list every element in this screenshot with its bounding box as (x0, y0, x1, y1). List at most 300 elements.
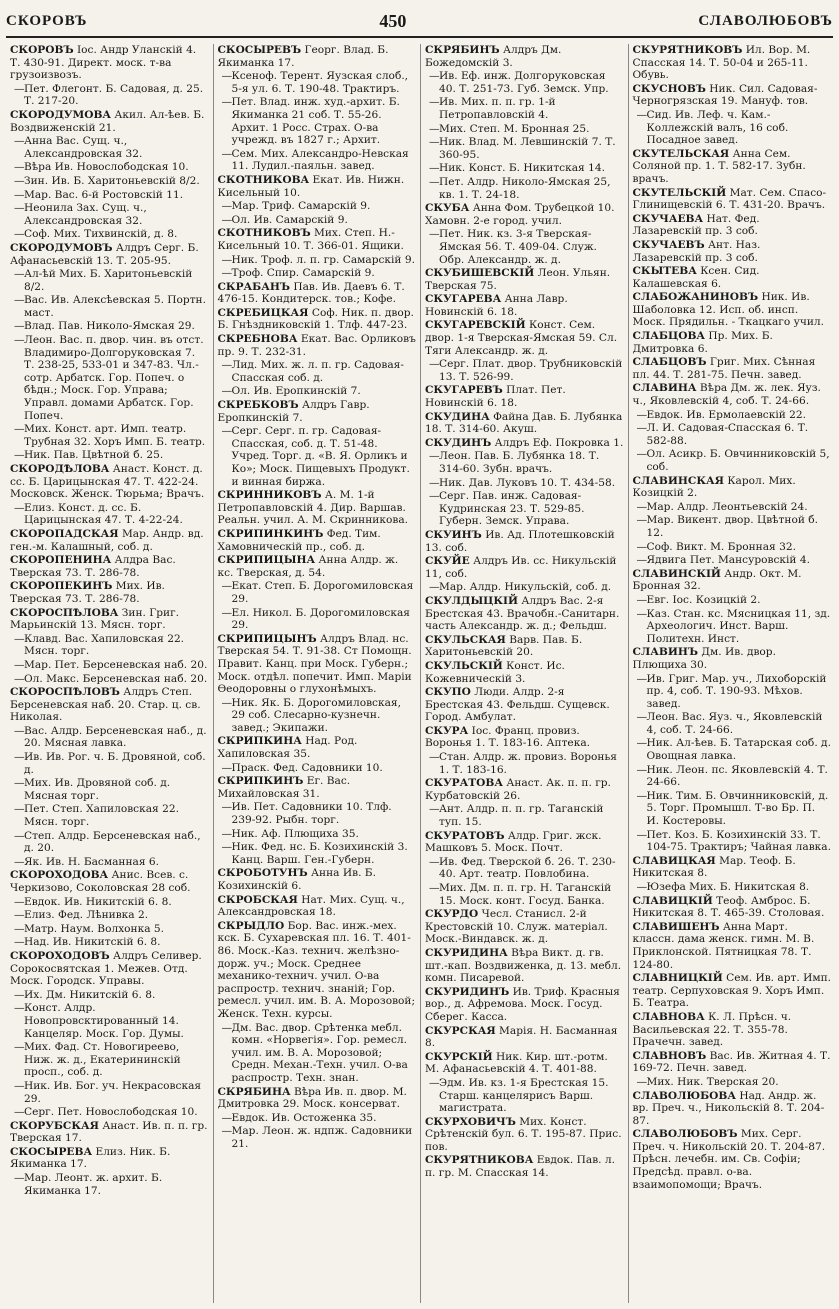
entry-details: Андр. Окт. М. Бронная 32. (632, 567, 802, 593)
dash-mark: — (636, 711, 648, 724)
entry-surname: СКРЕБКОВЪ (217, 399, 299, 412)
directory-subentry (10, 856, 209, 869)
entry-details: Анна Алдр. ж. кс. Тверская, д. 54. (217, 554, 399, 579)
directory-entry (425, 529, 624, 554)
subentry-details: Клавд. Вас. Хапиловская 22. Мясн. торг. (24, 632, 185, 658)
dash-mark: — (14, 228, 25, 241)
entry-surname: СКУРХОВИЧЪ (425, 1115, 516, 1128)
subentry-details: Пет. Алдр. Николо-Ямская 25, кв. 1. Т. 24-18. (439, 175, 611, 201)
entry-surname: СЛАВНОВЪ (632, 1049, 707, 1062)
directory-subentry (10, 725, 209, 750)
subentry-details: Леон. Вас. п. двор. чин. въ отст. Владимиро-Долгоруковская 7. Т. 238-25, 533-01 и 347-83. Чл.-сотр. Арбатск. Гор. Попеч. о бѣдн.; Моск. Гор. Управа; Управл. домами Арбатск. Гор. Попеч. (24, 334, 204, 422)
entry-details: Ксен. Сид. Калашевская 6. (632, 265, 760, 290)
directory-entry (218, 775, 417, 800)
directory-subentry (425, 162, 624, 175)
dash-mark: — (636, 422, 648, 435)
entry-details: Екат. Вас. Орликовъ пр. 9. Т. 232-31. (217, 333, 416, 358)
dash-mark: — (636, 108, 648, 121)
directory-entry (425, 777, 624, 802)
directory-subentry (425, 751, 624, 776)
entry-details: Елиз. Ник. Б. Якиманка 17. (10, 1145, 171, 1171)
directory-entry (10, 580, 209, 605)
directory-subentry (10, 803, 209, 828)
subentry-details: Зин. Ив. Б. Харитоньевскій 8/2. (24, 174, 200, 187)
entry-surname: СЛАВИШЕНЪ (632, 920, 720, 933)
entry-details: Вѣра Ив. п. двор. М. Дмитровка 29. Моск. консерват. (217, 1085, 407, 1111)
entry-surname: СКОТНИКОВА (217, 173, 310, 186)
entry-surname: СКУРЯТНИКОВА (425, 1154, 534, 1167)
directory-subentry (633, 501, 832, 514)
subentry-details: Леон. Вас. Яуз. ч., Яковлевскій 4, соб. Т. 24-66. (646, 711, 823, 736)
directory-entry (633, 44, 832, 82)
dash-mark: — (221, 761, 233, 774)
directory-subentry (425, 136, 624, 161)
entry-surname: СКУРАТОВЪ (425, 829, 505, 842)
directory-subentry (633, 881, 832, 894)
entry-surname: СКОРОВЪ (10, 44, 74, 56)
dash-mark: — (221, 580, 233, 593)
entry-details: Анна Март. классн. дама женск. гимн. М. В. Приклонской. Пятницкая 78. Т. 124-80. (632, 920, 815, 971)
dash-mark: — (221, 606, 233, 619)
entry-details: Вѣра Дм. ж. лек. Яуз. ч., Яковлевскій 4, соб. Т. 24-66. (632, 382, 821, 408)
dash-mark: — (14, 188, 25, 201)
entry-surname: СЛАВИНСКАЯ (632, 474, 724, 487)
directory-subentry (10, 268, 209, 293)
entry-surname: СКЫТЕВА (632, 265, 697, 278)
directory-entry (633, 568, 832, 593)
subentry-details: Вас. Ив. Алексѣевская 5. Портн. маст. (24, 294, 206, 319)
directory-subentry (425, 123, 624, 136)
directory-entry (633, 475, 832, 500)
directory-subentry (218, 762, 417, 775)
subentry-details: Сем. Мих. Александро-Невская 11. Лудил.-паяльн. завед. (231, 147, 409, 173)
subentry-details: Ел. Никол. Б. Дорогомиловская 29. (231, 606, 410, 632)
directory-entry (425, 830, 624, 855)
entry-surname: СЛАВИЦКІЙ (632, 894, 713, 907)
dash-mark: — (14, 161, 25, 174)
entry-details: Фед. Тим. Хамовническій пр., соб. д. (217, 527, 381, 553)
dash-mark: — (14, 855, 25, 868)
directory-subentry (425, 1077, 624, 1115)
entry-details: Мих. Серг. Преч. ч. Никольскій 20. Т. 204-87. Прѣсн. лечебн. им. Св. Софіи; Предсѣд. правл. о-ва. взаимопомощи; Врачъ. (632, 1128, 826, 1191)
column-2 (213, 44, 421, 1303)
directory-entry (633, 855, 832, 880)
entry-details: Теоф. Амброс. Б. Никитская 8. Т. 465-39. Столовая. (632, 894, 825, 920)
directory-subentry (10, 320, 209, 333)
dash-mark: — (429, 70, 440, 83)
entry-surname: СКУДИНЪ (425, 436, 492, 449)
entry-details: Чесл. Станисл. 2-й Крестовскій 10. Служ. матеріал. Моск.-Виндавск. ж. д. (425, 908, 608, 946)
directory-entry (218, 894, 417, 919)
entry-details: Ив. Ад. Плотешковскій 13. соб. (425, 528, 615, 554)
entry-surname: СКУСНОВЪ (632, 82, 706, 95)
directory-entry (633, 1090, 832, 1128)
dash-mark: — (429, 751, 440, 764)
entry-details: Марія. Н. Басманная 8. (425, 1024, 618, 1050)
entry-details: Мар. Андр. вд. ген.-м. Калашный, соб. д. (10, 527, 204, 553)
subentry-details: Мих. Ив. Дровяной соб. д. Мясная торг. (24, 777, 171, 802)
entry-surname: СКОРОДУМОВА (10, 108, 112, 121)
subentry-details: Ол. Макс. Берсеневская наб. 20. (24, 672, 208, 685)
subentry-details: Ник. Дав. Луковъ 10. Т. 434-58. (439, 476, 616, 489)
subentry-details: Троф. Спир. Самарскій 9. (231, 267, 375, 280)
directory-entry (633, 148, 832, 186)
directory-entry (425, 1154, 624, 1179)
dash-mark: — (14, 936, 25, 949)
subentry-details: Ник. Тим. Б. Овчинниковскій, д. 5. Торг. Промышл. Т-во Бр. П. И. Костеровы. (646, 789, 829, 828)
directory-subentry (633, 422, 832, 447)
dash-mark: — (429, 855, 440, 868)
dash-mark: — (429, 96, 440, 109)
dash-mark: — (14, 135, 25, 148)
subentry-details: Ол. Ив. Самарскій 9. (231, 213, 348, 226)
directory-subentry (633, 673, 832, 711)
directory-subentry (633, 554, 832, 567)
directory-subentry (10, 423, 209, 448)
entry-details: Нат. Фед. Лазаревскій пр. 3 соб. (632, 212, 760, 238)
entry-surname: СЛАБЦОВЪ (632, 356, 707, 369)
subentry-details: Пет. Степ. Хапиловская 22. Мясн. торг. (24, 803, 179, 829)
directory-entry (633, 239, 832, 264)
directory-subentry (10, 830, 209, 855)
directory-subentry (218, 148, 417, 173)
dash-mark: — (429, 450, 440, 463)
directory-subentry (218, 200, 417, 213)
entry-surname: СКРЯБИНА (217, 1085, 291, 1098)
directory-subentry (633, 448, 832, 473)
entry-details: Ив. Триф. Красныя вор., д. Афремова. Моск. Госуд. Сберег. Касса. (425, 985, 620, 1023)
entry-details: Георг. Влад. Б. Якиманка 17. (217, 44, 389, 69)
entry-surname: СКОРОПЕНИНА (10, 554, 112, 567)
entry-details: Сем. Ив. арт. Имп. театр. Серпуховская 9. Хоръ Имп. Б. Театра. (632, 972, 832, 1010)
dash-mark: — (14, 174, 25, 187)
directory-entry (10, 950, 209, 988)
dash-mark: — (14, 82, 25, 95)
dash-mark: — (429, 228, 440, 241)
entry-surname: СКУРАТОВА (425, 777, 503, 790)
dash-mark: — (636, 408, 648, 421)
directory-entry (425, 908, 624, 946)
directory-subentry (425, 228, 624, 266)
directory-subentry (633, 541, 832, 554)
subentry-details: Елиз. Фед. Лѣнивка 2. (24, 909, 149, 922)
directory-entry (218, 174, 417, 199)
subentry-details: Ник. Конст. Б. Никитская 14. (439, 162, 605, 175)
directory-entry (10, 686, 209, 724)
entry-details: Файна Дав. Б. Лубянка 18. Т. 314-60. Акуш. (425, 410, 623, 436)
directory-entry (425, 725, 624, 750)
subentry-details: Неонила Зах. Сущ. ч., Александровская 32. (24, 202, 147, 227)
directory-subentry (218, 1022, 417, 1085)
directory-subentry (218, 801, 417, 826)
subentry-details: Мар. Вас. 6-й Ростовскій 11. (24, 188, 184, 201)
entry-details: Мар. Теоф. Б. Никитская 8. (632, 854, 796, 880)
subentry-details: Мар. Викент. двор. Цвѣтной б. 12. (646, 514, 819, 539)
entry-surname: СЛАВОЛЮБОВЪ (632, 1128, 738, 1141)
directory-entry (425, 555, 624, 580)
subentry-details: Серг. Пав. инж. Садовая-Кудринская 23. Т. 529-85. Губерн. Земск. Управа. (439, 490, 585, 528)
entry-details: Алдра Вас. Тверская 73. Т. 286-78. (10, 554, 176, 579)
dash-mark: — (14, 1172, 25, 1185)
directory-subentry (218, 580, 417, 605)
directory-entry (218, 554, 417, 579)
entry-details: Анна Сем. Соляной пр. 1. Т. 582-17. Зубн. врачъ. (632, 147, 806, 185)
subentry-details: Ив. Григ. Мар. уч., Лихоборскій пр. 4, соб. Т. 190-93. Мѣхов. завед. (646, 672, 827, 710)
page-header (6, 6, 833, 38)
directory-entry (425, 202, 624, 227)
entry-surname: СКУЛЬСКАЯ (425, 633, 506, 646)
subentry-details: Их. Дм. Никитскій 6. 8. (24, 988, 156, 1001)
directory-subentry (10, 751, 209, 776)
directory-subentry (218, 1112, 417, 1125)
entry-details: Зин. Григ. Марьинскій 13. Мясн. торг. (10, 606, 180, 632)
subentry-details: Ал-ѣй Мих. Б. Харитоньевскій 8/2. (24, 268, 193, 293)
directory-entry (425, 293, 624, 318)
subentry-details: Мар. Алдр. Леонтьевскій 24. (646, 500, 808, 513)
directory-subentry (633, 737, 832, 762)
subentry-details: Праск. Фед. Садовники 10. (231, 761, 383, 774)
subentry-details: Каз. Стан. кс. Мясницкая 11, зд. Археологич. Инст. Варш. Политехн. Инст. (646, 607, 831, 645)
subentry-details: Мар. Леон. ж. ндпж. Садовники 21. (231, 1125, 413, 1150)
directory-subentry (633, 790, 832, 828)
entry-surname: СКУРСКАЯ (425, 1024, 496, 1037)
subentry-details: Серг. Серг. п. гр. Садовая-Спасская, соб. д. Т. 51-48. Учред. Торг. д. «В. Я. Орликъ и Ко»; Моск. Пищевыхъ Продукт. и винная биржа. (231, 425, 410, 488)
entry-details: Мих. Конст. Срѣтенскій бул. 6. Т. 195-87. Прис. пов. (425, 1115, 622, 1153)
entry-details: Алдръ Влад. нс. Тверская 54. Т. 91-38. Ст Помощн. Правит. Канц. при Моск. Губерн.; Моск. отдѣл. попечит. Имп. Маріи Ѳеодоровны о глухонѣмыхъ. (217, 632, 412, 696)
dash-mark: — (636, 881, 648, 893)
directory-subentry (425, 176, 624, 201)
subentry-details: Ксеноф. Терент. Яузская слоб., 5-я ул. 6. Т. 190-48. Трактиръ. (231, 70, 409, 95)
entry-details: Анаст. Конст. д. сс. Б. Царицынская 47. Т. 422-24. Московск. Женск. Тюрьма; Врачъ. (10, 463, 205, 501)
entry-surname: СКУПО (425, 686, 471, 699)
directory-entry (633, 895, 832, 920)
dash-mark: — (14, 320, 25, 333)
directory-subentry (10, 294, 209, 319)
subentry-details: Ив. Еф. инж. Долгоруковская 40. Т. 251-73. Губ. Земск. Упр. (439, 70, 609, 95)
directory-subentry (10, 633, 209, 658)
entry-details: Леон. Ульян. Тверская 75. (425, 267, 611, 292)
entry-details: Алдръ Селивер. Сорокосвятская 1. Межев. Отд. Моск. Городск. Управы. (10, 949, 202, 988)
dash-mark: — (429, 476, 440, 489)
dash-mark: — (429, 162, 440, 175)
directory-entry (633, 921, 832, 971)
subentry-details: Степ. Алдр. Берсеневская наб., д. 20. (24, 829, 201, 855)
dash-mark: — (221, 1021, 233, 1034)
subentry-details: Ник. Аф. Плющиха 35. (231, 827, 359, 840)
dash-mark: — (429, 490, 440, 503)
entry-surname: СКОРОСПѢЛОВА (10, 606, 119, 619)
entry-surname: СКУЙЕ (425, 555, 470, 568)
directory-subentry (10, 161, 209, 174)
subentry-details: Пет. Ник. кз. 3-я Тверская-Ямская 56. Т. 409-04. Служ. Обр. Александр. ж. д. (439, 228, 597, 266)
entry-surname: СЛАВИЦКАЯ (632, 854, 716, 867)
entry-surname: СЛАБЦОВА (632, 330, 706, 343)
directory-subentry (10, 135, 209, 160)
subentry-details: Мих. Ник. Тверская 20. (646, 1075, 779, 1088)
dash-mark: — (429, 803, 440, 816)
dash-mark: — (429, 122, 440, 135)
entry-details: Анна Фом. Трубецкой 10. Хамовн. 2-е город. учил. (425, 202, 615, 227)
dash-mark: — (14, 803, 25, 816)
directory-subentry (218, 1125, 417, 1150)
directory-subentry (10, 909, 209, 922)
subentry-details: Мар. Алдр. Никульскій, соб. д. (439, 581, 612, 594)
entry-surname: СКОСЫРЕВА (10, 1145, 93, 1158)
entry-details: Карол. Мих. Козицкій 2. (632, 474, 796, 500)
subentry-details: Елиз. Конст. д. сс. Б. Царицынская 47. Т. 4-22-24. (24, 501, 183, 527)
directory-entry (633, 972, 832, 1010)
entry-surname: СКОРОДУМОВЪ (10, 241, 113, 254)
dash-mark: — (636, 607, 648, 620)
entry-surname: СКУЛЬСКІЙ (425, 659, 503, 672)
subentry-details: Юзефа Мих. Б. Никитская 8. (646, 881, 810, 893)
directory-entry (425, 947, 624, 985)
directory-subentry (425, 70, 624, 95)
directory-entry (218, 281, 417, 306)
entry-surname: СКРОБСКАЯ (217, 893, 298, 906)
directory-subentry (10, 923, 209, 936)
subentry-details: Мих. Степ. М. Бронная 25. (439, 122, 590, 135)
entry-details: Ант. Наз. Лазаревскій пр. 3 соб. (632, 238, 761, 264)
directory-subentry (10, 896, 209, 909)
directory-subentry (10, 777, 209, 802)
subentry-details: Ник. Влад. М. Левшинскій 7. Т. 360-95. (439, 136, 616, 161)
entry-details: Ник. Кир. шт.-ротм. М. Афанасьевскій 4. Т. 401-88. (425, 1050, 608, 1076)
entry-details: Пр. Мих. Б. Дмитровка 6. (632, 330, 773, 355)
dash-mark: — (14, 449, 25, 462)
directory-subentry (425, 96, 624, 121)
directory-subentry (10, 1002, 209, 1040)
subentry-details: Ник. Леон. пс. Яковлевскій 4. Т. 24-66. (646, 763, 828, 789)
directory-subentry (218, 841, 417, 866)
subentry-details: Евдок. Ив. Ермолаевскій 22. (646, 408, 807, 421)
subentry-details: Екат. Степ. Б. Дорогомиловская 29. (231, 580, 414, 605)
directory-subentry (633, 594, 832, 607)
entry-details: Алдръ Степ. Берсеневская наб. 20. Стар. ц. св. Николая. (10, 686, 201, 724)
subentry-details: Соф. Мих. Тихвинскій, д. 8. (24, 228, 178, 241)
dash-mark: — (14, 202, 25, 215)
dash-mark: — (429, 882, 440, 894)
subentry-details: Пет. Влад. инж. худ.-архит. Б. Якиманка 21 соб. Т. 55-26. Архит. 1 Росс. Страх. О-ва учрежд. въ 1827 г.; Архит. (231, 96, 400, 147)
dash-mark: — (14, 632, 25, 645)
directory-entry (218, 333, 417, 358)
directory-subentry (10, 673, 209, 686)
dash-mark: — (14, 658, 25, 671)
entry-surname: СЛАВНИЦКІЙ (632, 972, 723, 985)
entry-surname: СКОРОПЕКИНЪ (10, 580, 113, 593)
directory-entry (425, 660, 624, 685)
directory-entry (633, 187, 832, 212)
dash-mark: — (14, 423, 25, 436)
subentry-details: Мих. Дм. п. п. гр. Н. Таганскій 15. Моск. конт. Госуд. Банка. (439, 882, 612, 907)
subentry-details: Мар. Пет. Берсеневская наб. 20. (24, 658, 208, 671)
subentry-details: Вѣра Ив. Новослободская 10. (24, 161, 189, 174)
dash-mark: — (14, 777, 25, 790)
entry-details: Ник. Сил. Садовая-Черногрязская 19. Мануф. тов. (632, 82, 818, 108)
entry-surname: СКРИПИНКИНЪ (217, 527, 324, 540)
dash-mark: — (14, 1002, 25, 1015)
dash-mark: — (14, 1106, 25, 1119)
subentry-details: Ив. Пет. Садовники 10. Тлф. 239-92. Рыбн. торг. (231, 801, 392, 827)
directory-entry (218, 1086, 417, 1111)
entry-details: Алдръ Вас. 2-я Брестская 43. Врачобн.-Санитарн. часть Александр. ж. д.; Фельдш. (425, 594, 620, 633)
subentry-details: Ант. Алдр. п. п. гр. Таганскій туп. 15. (439, 803, 604, 829)
entry-surname: СКУРИДИНЪ (425, 985, 510, 998)
entry-surname: СКРИПИЦЫНЪ (217, 632, 317, 645)
directory-subentry (425, 856, 624, 881)
directory-subentry (425, 581, 624, 594)
directory-subentry (218, 70, 417, 95)
dash-mark: — (221, 147, 233, 160)
dash-mark: — (429, 1076, 440, 1089)
directory-subentry (425, 477, 624, 490)
entry-surname: СКУРСКІЙ (425, 1050, 493, 1063)
entry-details: Нат. Мих. Сущ. ч., Александровская 18. (217, 893, 405, 919)
directory-subentry (10, 1041, 209, 1079)
subentry-details: Ник. Ив. Бог. уч. Некрасовская 29. (24, 1079, 202, 1105)
directory-entry (218, 633, 417, 696)
directory-entry (218, 920, 417, 1021)
subentry-details: Евдок. Ив. Никитскій 6. 8. (24, 895, 172, 908)
directory-subentry (633, 409, 832, 422)
directory-entry (425, 319, 624, 357)
directory-subentry (633, 829, 832, 854)
dash-mark: — (14, 909, 25, 922)
subentry-details: Ник. Троф. л. п. гр. Самарскій 9. (231, 253, 415, 266)
dash-mark: — (221, 359, 233, 372)
directory-entry (633, 646, 832, 671)
entry-surname: СКРИПКИНЪ (217, 775, 304, 788)
subentry-details: Пет. Флегонт. Б. Садовая, д. 25. Т. 217-20. (24, 82, 204, 108)
entry-details: Анаст. Ив. п. п. гр. Тверская 17. (10, 1119, 208, 1145)
entry-surname: СКУТЕЛЬСКАЯ (632, 147, 730, 160)
subentry-details: Ник. Фед. нс. Б. Козихинскій 3. Канц. Варш. Ген.-Губерн. (231, 841, 408, 866)
directory-subentry (425, 803, 624, 828)
entry-details: Вѣра Викт. д. гв. шт.-кап. Воздвиженка, д. 13. мебл. комн. Писаревой. (425, 946, 622, 985)
subentry-details: Ив. Фед. Тверской б. 26. Т. 230-40. Арт. театр. Повлобина. (439, 855, 616, 881)
directory-entry (10, 869, 209, 894)
directory-entry (218, 867, 417, 892)
dash-mark: — (14, 294, 25, 307)
entry-details: Екат. Ив. Нижн. Кисельный 10. (217, 173, 405, 199)
header-left-word: СКОРОВЪ (6, 12, 88, 29)
directory-subentry (10, 502, 209, 527)
directory-subentry (425, 358, 624, 383)
subentry-details: Ив. Мих. п. п. гр. 1-й Петропавловскій 4. (439, 96, 556, 121)
dash-mark: — (14, 1041, 25, 1054)
subentry-details: Соф. Викт. М. Бронная 32. (646, 540, 796, 553)
subentry-details: Сид. Ив. Леф. ч. Кам.-Коллежскій валъ, 16 соб. Посадное завед. (646, 108, 789, 147)
entry-surname: СКУЧАЕВЪ (632, 238, 705, 251)
entry-surname: СКРЯБИНЪ (425, 44, 500, 56)
entry-details: Алдръ Ив. сс. Никульскій 11, соб. (425, 555, 617, 580)
directory-subentry (10, 989, 209, 1002)
directory-subentry (10, 659, 209, 672)
dash-mark: — (221, 841, 233, 854)
directory-entry (633, 356, 832, 381)
dash-mark: — (221, 96, 233, 109)
dash-mark: — (14, 334, 25, 347)
directory-entry (10, 44, 209, 82)
subentry-details: Як. Ив. Н. Басманная 6. (24, 855, 160, 868)
subentry-details: Мар. Триф. Самарскій 9. (231, 200, 371, 213)
entry-surname: СКРИПИЦЫНА (217, 554, 316, 567)
directory-entry (633, 1050, 832, 1075)
dash-mark: — (14, 895, 25, 908)
subentry-details: Стан. Алдр. ж. провиз. Воронья 1. Т. 183-16. (439, 751, 617, 776)
entry-details: Іос. Андр Уланскій 4. Т. 430-91. Директ. моск. т-ва грузоизвозъ. (10, 44, 197, 82)
directory-subentry (10, 449, 209, 462)
